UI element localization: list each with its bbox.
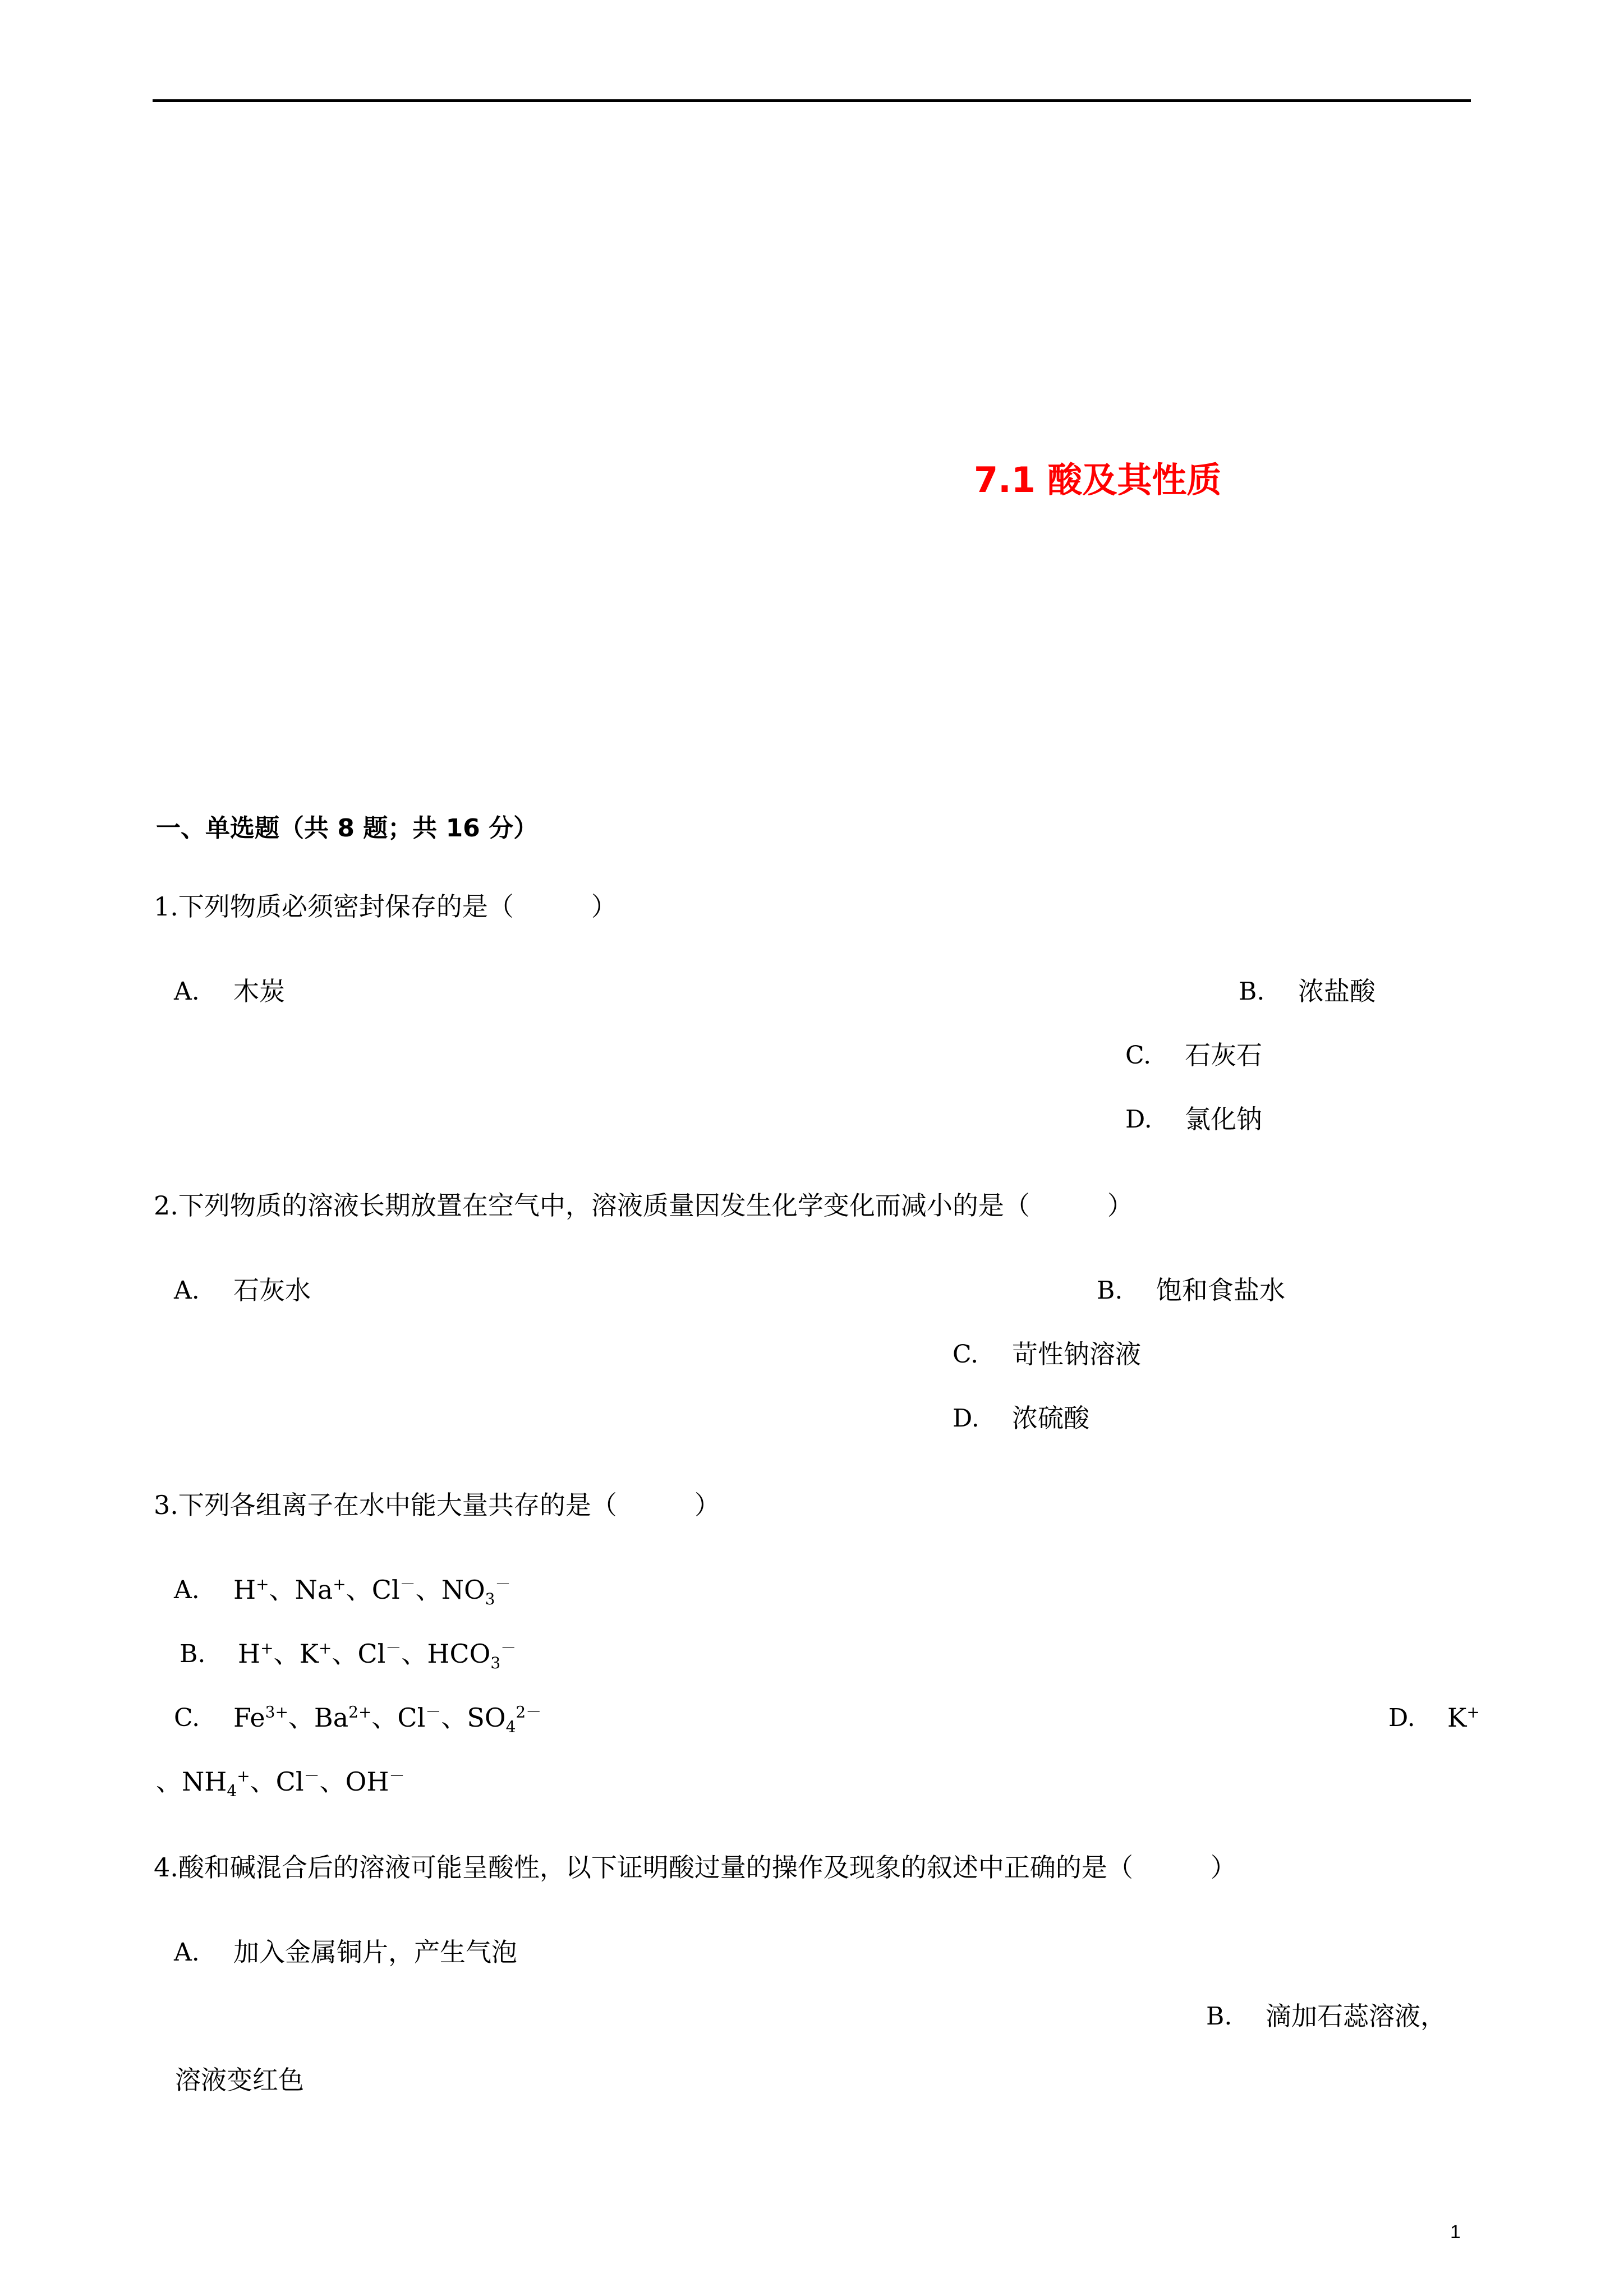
- q1-option-d-text: 氯化钠: [1185, 1104, 1262, 1134]
- ion-charge: +: [260, 1639, 274, 1658]
- ion-charge: －: [495, 1575, 511, 1594]
- ion: 、Ba: [288, 1703, 349, 1733]
- ion-charge: 2－: [516, 1703, 542, 1722]
- q3-option-a-letter: A.: [174, 1576, 200, 1604]
- ion-charge: +: [318, 1639, 332, 1658]
- q2-option-d-letter: D.: [953, 1404, 979, 1433]
- ion-charge: －: [389, 1766, 405, 1786]
- q4-option-a-text: 加入金属铜片，产生气泡: [233, 1937, 517, 1967]
- q4-option-b-text: 滴加石蕊溶液，: [1266, 2001, 1446, 2031]
- ion: K: [1447, 1703, 1467, 1733]
- q4-option-a-letter: A.: [174, 1938, 200, 1967]
- question-2-stem: 2.下列物质的溶液长期放置在空气中，溶液质量因发生化学变化而减小的是（ ）: [154, 1190, 1133, 1221]
- q1-option-c-text: 石灰石: [1185, 1040, 1262, 1070]
- q3-option-b-text: [238, 1639, 517, 1673]
- ion-charge: +: [1466, 1703, 1480, 1722]
- ion: 、NH: [156, 1766, 227, 1797]
- q3-option-b-letter: B.: [180, 1640, 206, 1668]
- question-1-stem: 1.下列物质必须密封保存的是（ ）: [154, 891, 617, 922]
- q1-option-b-text: 浓盐酸: [1298, 976, 1375, 1006]
- q1-option-c-letter: C.: [1125, 1041, 1152, 1070]
- q1-option-b-letter: B.: [1239, 977, 1265, 1006]
- ion-charge: +: [256, 1575, 269, 1594]
- ion-subscript: 3: [490, 1654, 501, 1673]
- q2-option-b-text: 饱和食盐水: [1156, 1275, 1285, 1305]
- ion: 、Cl: [346, 1575, 400, 1605]
- header-rule: [153, 99, 1471, 102]
- ion-charge: 2+: [348, 1703, 372, 1722]
- q2-option-c-text: 苛性钠溶液: [1012, 1339, 1141, 1369]
- ion-charge: －: [425, 1703, 441, 1722]
- q1-option-d-letter: D.: [1125, 1105, 1152, 1134]
- ion: 、SO: [441, 1703, 506, 1733]
- q3-option-a-text: [233, 1575, 511, 1609]
- page-title: 7.1 酸及其性质: [974, 459, 1222, 500]
- ion: 、Cl: [250, 1766, 304, 1797]
- ion-charge: －: [303, 1766, 320, 1786]
- ion-subscript: 3: [485, 1590, 495, 1609]
- q3-option-d-letter: D.: [1388, 1704, 1415, 1732]
- q1-option-a-text: 木炭: [233, 976, 285, 1006]
- question-3-stem: 3.下列各组离子在水中能大量共存的是（ ）: [154, 1490, 720, 1520]
- q3-option-d-text-part1: [1447, 1705, 1480, 1731]
- q2-option-b-letter: B.: [1097, 1276, 1123, 1305]
- ion: 、OH: [319, 1766, 389, 1797]
- ion: 、NO: [415, 1575, 485, 1605]
- q3-option-c-letter: C.: [174, 1704, 200, 1732]
- ion-charge: 3+: [265, 1703, 288, 1722]
- section-heading: 一、单选题（共 8 题；共 16 分）: [156, 814, 539, 843]
- ion: 、Cl: [371, 1703, 426, 1733]
- q4-option-b-letter: B.: [1206, 2002, 1232, 2031]
- page-number: 1: [1450, 2221, 1461, 2243]
- ion: 、K: [273, 1639, 319, 1669]
- ion: Fe: [233, 1703, 265, 1733]
- ion-subscript: 4: [227, 1782, 237, 1801]
- q2-option-a-letter: A.: [174, 1276, 200, 1305]
- ion-charge: －: [500, 1639, 517, 1658]
- ion: 、Na: [269, 1575, 333, 1605]
- q3-option-c-text: [233, 1703, 542, 1737]
- q4-option-b-text-continued: 溶液变红色: [175, 2065, 304, 2095]
- q3-option-d-text-part2: [156, 1766, 405, 1801]
- ion: H: [238, 1639, 261, 1669]
- ion-charge: －: [385, 1639, 402, 1658]
- ion-charge: +: [237, 1766, 250, 1786]
- ion: H: [233, 1575, 256, 1605]
- ion-charge: +: [333, 1575, 346, 1594]
- ion-charge: －: [399, 1575, 416, 1594]
- ion: 、Cl: [332, 1639, 386, 1669]
- ion-subscript: 4: [505, 1718, 516, 1737]
- q2-option-a-text: 石灰水: [233, 1275, 311, 1305]
- q2-option-d-text: 浓硫酸: [1012, 1403, 1089, 1433]
- q1-option-a-letter: A.: [174, 977, 200, 1006]
- q2-option-c-letter: C.: [953, 1340, 979, 1369]
- ion: 、HCO: [401, 1639, 491, 1669]
- question-4-stem: 4.酸和碱混合后的溶液可能呈酸性，以下证明酸过量的操作及现象的叙述中正确的是（ ）: [154, 1852, 1236, 1883]
